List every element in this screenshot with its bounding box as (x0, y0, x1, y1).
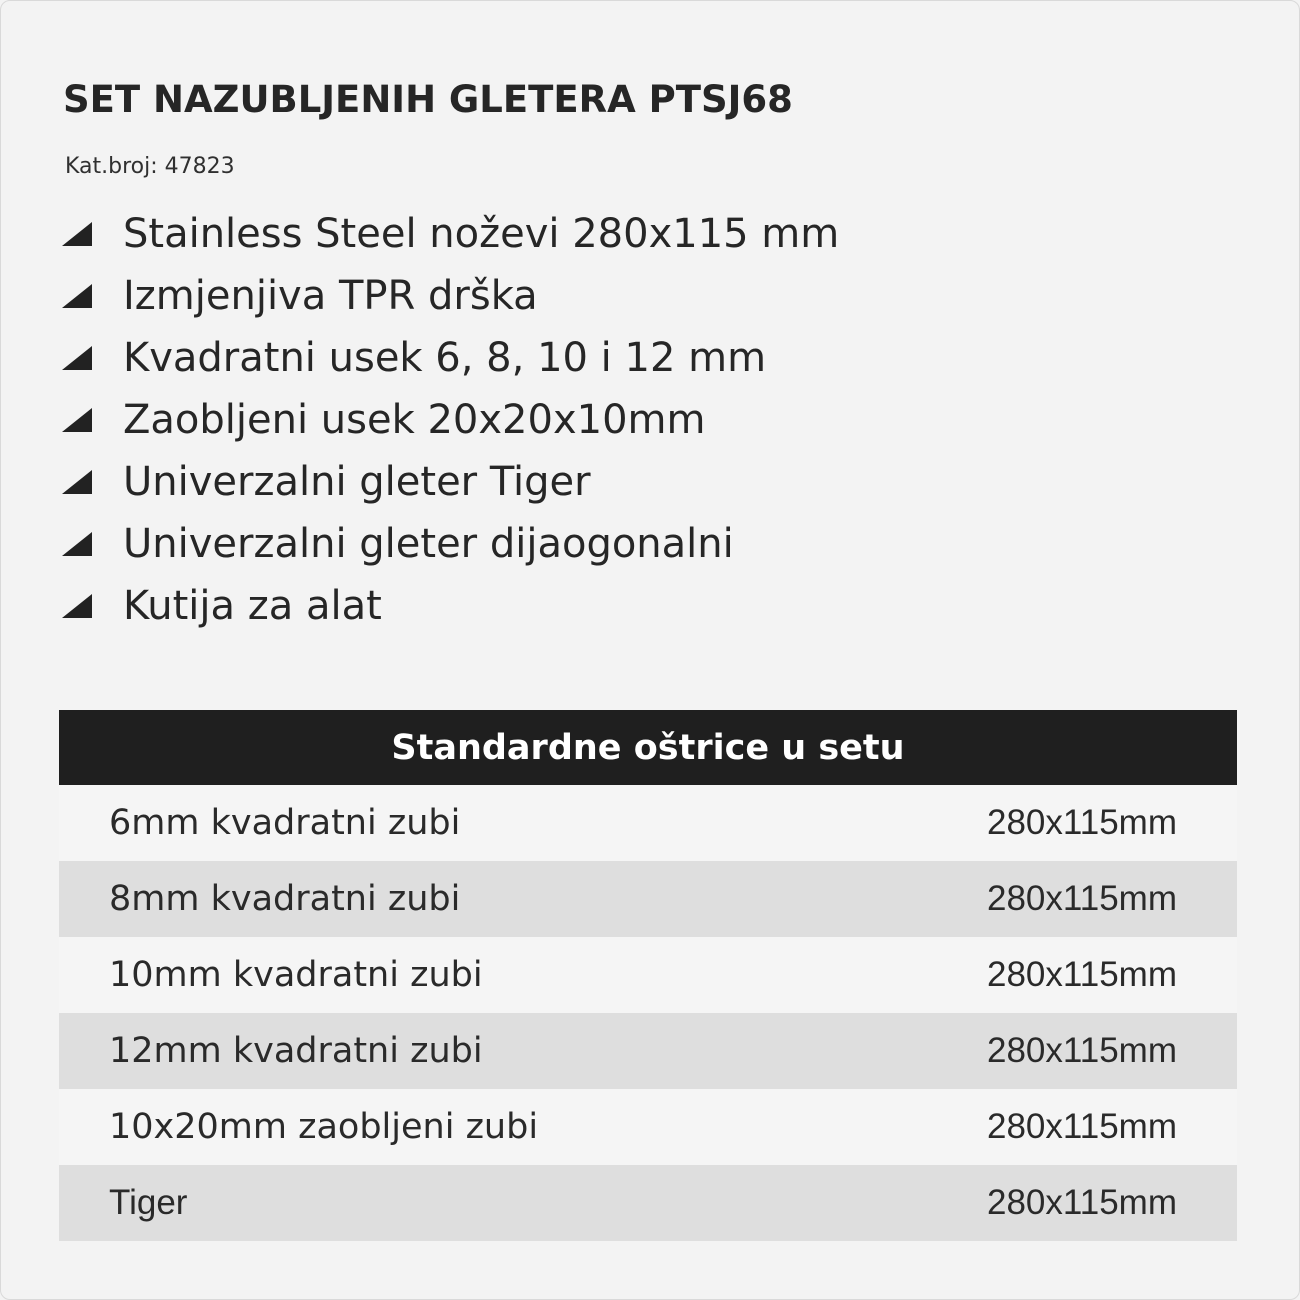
feature-text: Univerzalni gleter dijaogonalni (123, 521, 734, 567)
feature-text: Zaobljeni usek 20x20x10mm (123, 397, 706, 443)
blades-table (59, 710, 1237, 1241)
blade-name: Tiger (109, 1183, 188, 1222)
feature-item (62, 265, 839, 327)
blade-name: 10x20mm zaobljeni zubi (109, 1107, 539, 1147)
triangle-bullet-icon (62, 222, 92, 246)
feature-text: Stainless Steel noževi 280x115 mm (123, 211, 840, 257)
feature-text: Izmjenjiva TPR drška (123, 273, 538, 319)
blade-name: 10mm kvadratni zubi (109, 955, 483, 995)
table-row (59, 1165, 1237, 1241)
blade-size: 280x115mm (986, 879, 1177, 918)
feature-item (62, 389, 839, 451)
page-title: SET NAZUBLJENIH GLETERA PTSJ68 (63, 78, 793, 121)
feature-list (62, 203, 839, 637)
blade-name: 12mm kvadratni zubi (109, 1031, 483, 1071)
catalog-number: Kat.broj: 47823 (65, 154, 235, 179)
triangle-bullet-icon (62, 346, 92, 370)
table-header (59, 710, 1237, 785)
feature-text: Univerzalni gleter Tiger (123, 459, 591, 505)
table-row (59, 785, 1237, 861)
blade-name: 6mm kvadratni zubi (109, 803, 461, 843)
table-row (59, 1013, 1237, 1089)
table-row (59, 937, 1237, 1013)
blade-size: 280x115mm (986, 1183, 1177, 1222)
feature-item (62, 513, 839, 575)
blade-size: 280x115mm (986, 1031, 1177, 1070)
feature-text: Kutija za alat (123, 583, 382, 629)
blade-name: 8mm kvadratni zubi (109, 879, 461, 919)
feature-text: Kvadratni usek 6, 8, 10 i 12 mm (123, 335, 767, 381)
triangle-bullet-icon (62, 284, 92, 308)
triangle-bullet-icon (62, 470, 92, 494)
feature-item (62, 451, 839, 513)
blade-size: 280x115mm (986, 1107, 1177, 1146)
feature-item (62, 327, 839, 389)
feature-item (62, 575, 839, 637)
table-row (59, 1089, 1237, 1165)
table-body (59, 785, 1237, 1241)
triangle-bullet-icon (62, 532, 92, 556)
triangle-bullet-icon (62, 408, 92, 432)
triangle-bullet-icon (62, 594, 92, 618)
feature-item (62, 203, 839, 265)
blade-size: 280x115mm (986, 955, 1177, 994)
table-header-label: Standardne oštrice u setu (391, 727, 905, 768)
blade-size: 280x115mm (986, 803, 1177, 842)
table-row (59, 861, 1237, 937)
